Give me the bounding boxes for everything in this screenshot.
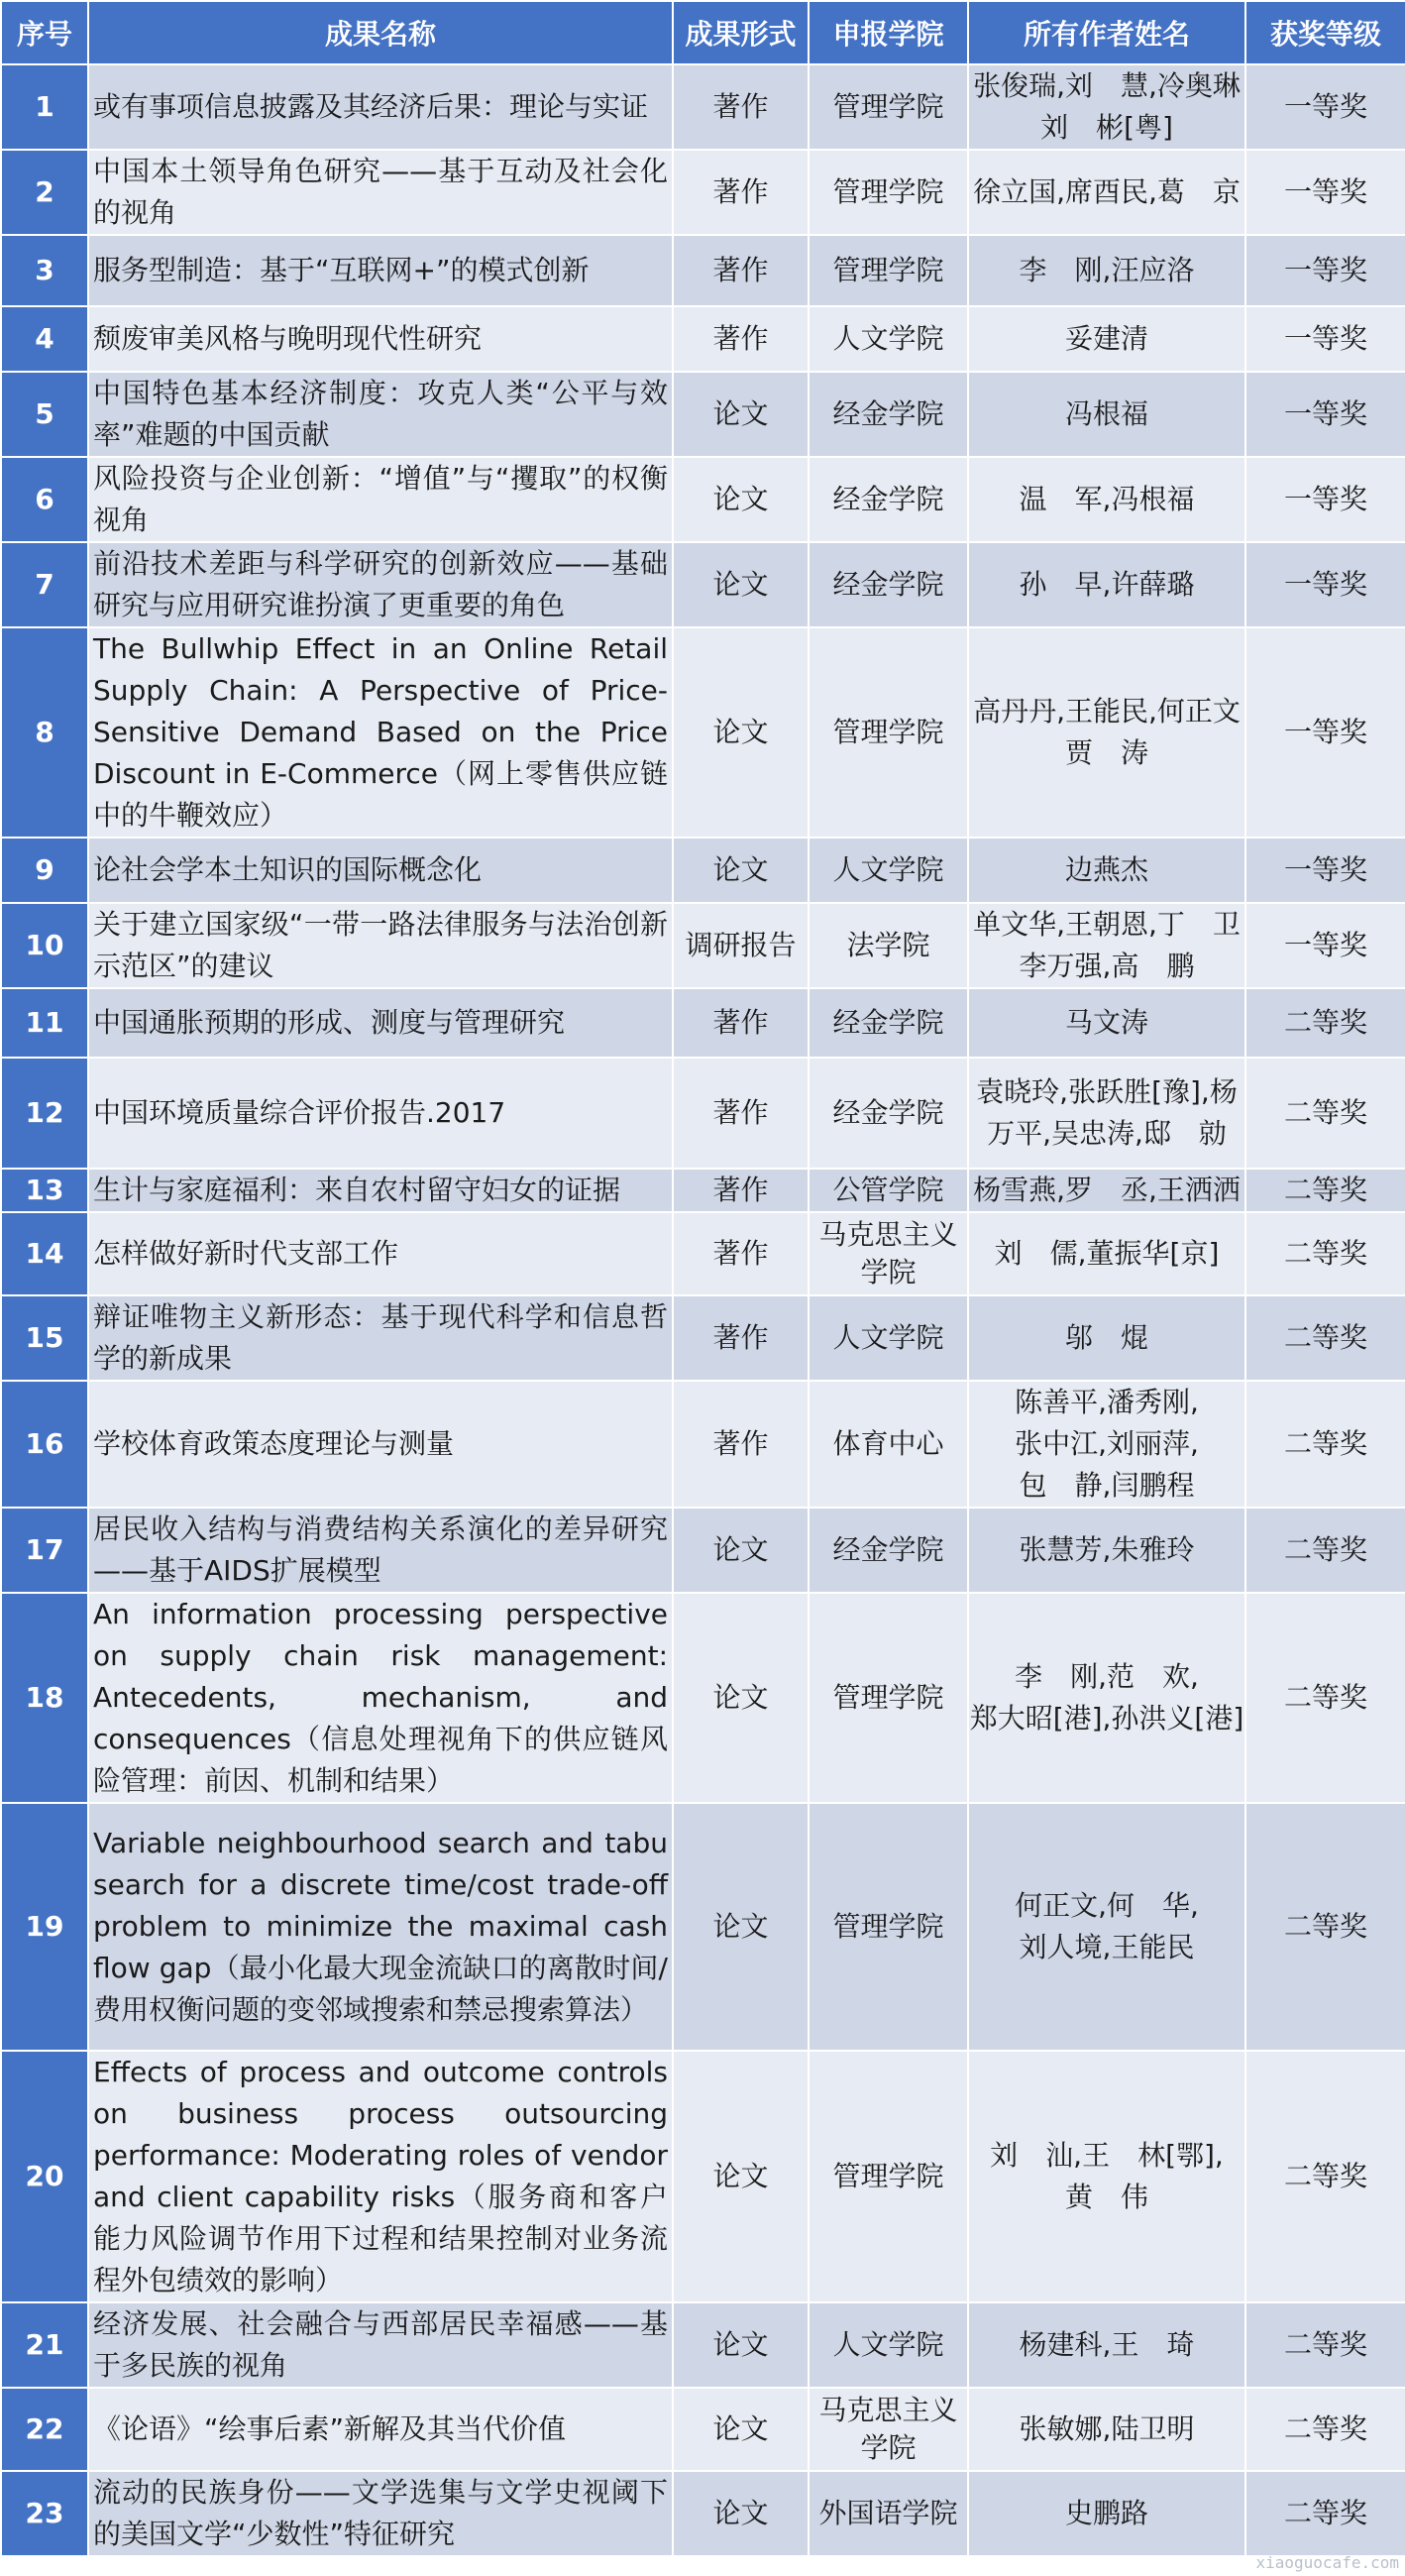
row-level: 一等奖 bbox=[1245, 903, 1405, 988]
row-number: 22 bbox=[1, 2388, 88, 2471]
table-row bbox=[1, 2388, 1405, 2471]
row-title: 中国特色基本经济制度：攻克人类“公平与效率”难题的中国贡献 bbox=[88, 372, 673, 457]
row-level: 一等奖 bbox=[1245, 838, 1405, 903]
row-form: 著作 bbox=[673, 150, 809, 235]
row-college: 马克思主义学院 bbox=[809, 1212, 968, 1295]
row-title: 颓废审美风格与晚明现代性研究 bbox=[88, 306, 673, 372]
row-title: The Bullwhip Effect in an Online Retail Supply Chain: A Perspective of Price-Sensitive Demand Based on the Price Discount in E-Commerce（网上零售供应链中的牛鞭效应） bbox=[88, 627, 673, 838]
row-form: 论文 bbox=[673, 1803, 809, 2051]
row-title: 中国环境质量综合评价报告.2017 bbox=[88, 1058, 673, 1169]
row-college: 管理学院 bbox=[809, 1803, 968, 2051]
author-line: 贾 涛 bbox=[1064, 736, 1148, 769]
table-row bbox=[1, 1593, 1405, 1803]
row-college: 管理学院 bbox=[809, 235, 968, 306]
row-authors bbox=[968, 542, 1245, 627]
row-title: 前沿技术差距与科学研究的创新效应——基础研究与应用研究谁扮演了更重要的角色 bbox=[88, 542, 673, 627]
row-form: 论文 bbox=[673, 2388, 809, 2471]
author-line: 张俊瑞,刘 慧,冷奥琳 bbox=[973, 69, 1241, 102]
row-number: 23 bbox=[1, 2471, 88, 2556]
row-form: 著作 bbox=[673, 1058, 809, 1169]
row-title: 中国通胀预期的形成、测度与管理研究 bbox=[88, 988, 673, 1058]
row-college: 经金学院 bbox=[809, 988, 968, 1058]
author-line: 张敏娜,陆卫明 bbox=[1019, 2412, 1195, 2445]
row-level: 二等奖 bbox=[1245, 1381, 1405, 1508]
author-line: 刘 汕,王 林[鄂], bbox=[990, 2139, 1224, 2172]
row-number: 6 bbox=[1, 457, 88, 542]
row-college: 人文学院 bbox=[809, 838, 968, 903]
table-row bbox=[1, 1058, 1405, 1169]
row-number: 14 bbox=[1, 1212, 88, 1295]
row-form: 论文 bbox=[673, 2051, 809, 2302]
row-college: 外国语学院 bbox=[809, 2471, 968, 2556]
author-line: 边燕杰 bbox=[1064, 853, 1148, 886]
row-authors bbox=[968, 1169, 1245, 1212]
author-line: 何正文,何 华, bbox=[1015, 1889, 1199, 1922]
table-body bbox=[1, 64, 1405, 2556]
row-level: 二等奖 bbox=[1245, 1169, 1405, 1212]
row-college: 法学院 bbox=[809, 903, 968, 988]
row-college: 管理学院 bbox=[809, 150, 968, 235]
table-row bbox=[1, 2471, 1405, 2556]
author-line: 万平,吴忠涛,邸 勍 bbox=[987, 1117, 1227, 1150]
row-authors bbox=[968, 150, 1245, 235]
row-college: 管理学院 bbox=[809, 627, 968, 838]
row-level: 二等奖 bbox=[1245, 2302, 1405, 2388]
author-line: 李万强,高 鹏 bbox=[1019, 950, 1195, 982]
row-number: 10 bbox=[1, 903, 88, 988]
row-form: 论文 bbox=[673, 1593, 809, 1803]
row-title: 怎样做好新时代支部工作 bbox=[88, 1212, 673, 1295]
row-level: 一等奖 bbox=[1245, 150, 1405, 235]
row-number: 4 bbox=[1, 306, 88, 372]
row-authors bbox=[968, 2388, 1245, 2471]
row-title: Effects of process and outcome controls on business process outsourcing performance: Moderating roles of vendor and client capability risks（服务商和客户能力风险调节作用下过程和结果控制对业务流程外包绩效的影响） bbox=[88, 2051, 673, 2302]
author-line: 单文华,王朝恩,丁 卫 bbox=[973, 908, 1241, 941]
row-authors bbox=[968, 1295, 1245, 1381]
table-header-row bbox=[1, 1, 1405, 64]
author-line: 刘 儒,董振华[京] bbox=[994, 1237, 1220, 1270]
row-level: 二等奖 bbox=[1245, 1212, 1405, 1295]
table-row bbox=[1, 2302, 1405, 2388]
author-line: 刘 彬[粤] bbox=[1040, 111, 1173, 144]
row-number: 1 bbox=[1, 64, 88, 150]
row-title: An information processing perspective on supply chain risk management: Antecedents, mechanism, and consequences（信息处理视角下的供应链风险管理：前因、机制和结果） bbox=[88, 1593, 673, 1803]
row-level: 二等奖 bbox=[1245, 1058, 1405, 1169]
row-level: 一等奖 bbox=[1245, 627, 1405, 838]
row-level: 一等奖 bbox=[1245, 64, 1405, 150]
row-title: 服务型制造：基于“互联网+”的模式创新 bbox=[88, 235, 673, 306]
author-line: 袁晓玲,张跃胜[豫],杨 bbox=[976, 1075, 1238, 1108]
table-row bbox=[1, 627, 1405, 838]
header-authors: 所有作者姓名 bbox=[968, 1, 1245, 64]
row-level: 一等奖 bbox=[1245, 542, 1405, 627]
row-level: 二等奖 bbox=[1245, 1593, 1405, 1803]
row-number: 7 bbox=[1, 542, 88, 627]
row-form: 著作 bbox=[673, 64, 809, 150]
row-college: 体育中心 bbox=[809, 1381, 968, 1508]
table-row bbox=[1, 1212, 1405, 1295]
author-line: 黄 伟 bbox=[1064, 2181, 1148, 2213]
row-college: 经金学院 bbox=[809, 1058, 968, 1169]
row-college: 经金学院 bbox=[809, 457, 968, 542]
row-title: Variable neighbourhood search and tabu search for a discrete time/cost trade-off problem to minimize the maximal cash flow gap（最小化最大现金流缺口的离散时间/费用权衡问题的变邻域搜索和禁忌搜索算法） bbox=[88, 1803, 673, 2051]
row-number: 15 bbox=[1, 1295, 88, 1381]
row-title: 学校体育政策态度理论与测量 bbox=[88, 1381, 673, 1508]
row-level: 二等奖 bbox=[1245, 988, 1405, 1058]
row-form: 论文 bbox=[673, 2471, 809, 2556]
author-line: 孙 早,许薛璐 bbox=[1019, 568, 1195, 601]
table-row bbox=[1, 1508, 1405, 1593]
author-line: 妥建清 bbox=[1064, 322, 1148, 355]
table-row bbox=[1, 306, 1405, 372]
row-form: 著作 bbox=[673, 306, 809, 372]
row-level: 二等奖 bbox=[1245, 2388, 1405, 2471]
row-level: 一等奖 bbox=[1245, 235, 1405, 306]
row-authors bbox=[968, 64, 1245, 150]
row-authors bbox=[968, 1803, 1245, 2051]
row-form: 论文 bbox=[673, 627, 809, 838]
row-authors bbox=[968, 838, 1245, 903]
table-row bbox=[1, 1381, 1405, 1508]
row-title: 中国本土领导角色研究——基于互动及社会化的视角 bbox=[88, 150, 673, 235]
author-line: 徐立国,席酉民,葛 京 bbox=[973, 175, 1241, 208]
author-line: 冯根福 bbox=[1064, 397, 1148, 430]
row-form: 著作 bbox=[673, 235, 809, 306]
header-level: 获奖等级 bbox=[1245, 1, 1405, 64]
author-line: 高丹丹,王能民,何正文 bbox=[973, 695, 1241, 728]
row-number: 9 bbox=[1, 838, 88, 903]
author-line: 马文涛 bbox=[1064, 1006, 1148, 1039]
row-authors bbox=[968, 1508, 1245, 1593]
row-number: 16 bbox=[1, 1381, 88, 1508]
row-number: 13 bbox=[1, 1169, 88, 1212]
table-row bbox=[1, 64, 1405, 150]
header-college: 申报学院 bbox=[809, 1, 968, 64]
author-line: 杨雪燕,罗 丞,王洒洒 bbox=[973, 1174, 1241, 1206]
row-college: 公管学院 bbox=[809, 1169, 968, 1212]
table-row bbox=[1, 903, 1405, 988]
row-college: 人文学院 bbox=[809, 2302, 968, 2388]
row-level: 二等奖 bbox=[1245, 1295, 1405, 1381]
row-form: 论文 bbox=[673, 1508, 809, 1593]
author-line: 史鹏路 bbox=[1064, 2497, 1148, 2529]
row-form: 著作 bbox=[673, 1212, 809, 1295]
author-line: 包 静,闫鹏程 bbox=[1019, 1469, 1195, 1502]
row-title: 辩证唯物主义新形态：基于现代科学和信息哲学的新成果 bbox=[88, 1295, 673, 1381]
row-college: 管理学院 bbox=[809, 1593, 968, 1803]
row-authors bbox=[968, 2051, 1245, 2302]
watermark: xiaoguocafe.com bbox=[1255, 2553, 1399, 2572]
table-row bbox=[1, 542, 1405, 627]
row-title: 或有事项信息披露及其经济后果：理论与实证 bbox=[88, 64, 673, 150]
row-authors bbox=[968, 1381, 1245, 1508]
row-authors bbox=[968, 235, 1245, 306]
table-row bbox=[1, 457, 1405, 542]
author-line: 刘人境,王能民 bbox=[1019, 1931, 1195, 1963]
row-number: 18 bbox=[1, 1593, 88, 1803]
row-number: 20 bbox=[1, 2051, 88, 2302]
row-form: 论文 bbox=[673, 457, 809, 542]
row-number: 11 bbox=[1, 988, 88, 1058]
row-level: 一等奖 bbox=[1245, 457, 1405, 542]
row-number: 21 bbox=[1, 2302, 88, 2388]
row-college: 管理学院 bbox=[809, 64, 968, 150]
row-authors bbox=[968, 1058, 1245, 1169]
table-row bbox=[1, 1803, 1405, 2051]
row-number: 5 bbox=[1, 372, 88, 457]
row-title: 生计与家庭福利：来自农村留守妇女的证据 bbox=[88, 1169, 673, 1212]
row-college: 人文学院 bbox=[809, 1295, 968, 1381]
header-no: 序号 bbox=[1, 1, 88, 64]
row-title: 《论语》“绘事后素”新解及其当代价值 bbox=[88, 2388, 673, 2471]
author-line: 郑大昭[港],孙洪义[港] bbox=[969, 1702, 1244, 1735]
author-line: 张中江,刘丽萍, bbox=[1015, 1427, 1199, 1460]
row-authors bbox=[968, 457, 1245, 542]
row-form: 著作 bbox=[673, 1381, 809, 1508]
row-level: 二等奖 bbox=[1245, 1803, 1405, 2051]
header-form: 成果形式 bbox=[673, 1, 809, 64]
table-row bbox=[1, 1295, 1405, 1381]
row-form: 著作 bbox=[673, 1295, 809, 1381]
row-title: 居民收入结构与消费结构关系演化的差异研究——基于AIDS扩展模型 bbox=[88, 1508, 673, 1593]
row-title: 经济发展、社会融合与西部居民幸福感——基于多民族的视角 bbox=[88, 2302, 673, 2388]
author-line: 杨建科,王 琦 bbox=[1019, 2328, 1195, 2361]
row-authors bbox=[968, 372, 1245, 457]
row-number: 12 bbox=[1, 1058, 88, 1169]
table-row bbox=[1, 838, 1405, 903]
row-form: 论文 bbox=[673, 838, 809, 903]
row-college: 经金学院 bbox=[809, 1508, 968, 1593]
row-title: 流动的民族身份——文学选集与文学史视阈下的美国文学“少数性”特征研究 bbox=[88, 2471, 673, 2556]
row-college: 人文学院 bbox=[809, 306, 968, 372]
row-title: 风险投资与企业创新：“增值”与“攫取”的权衡视角 bbox=[88, 457, 673, 542]
row-authors bbox=[968, 306, 1245, 372]
row-number: 19 bbox=[1, 1803, 88, 2051]
row-authors bbox=[968, 1212, 1245, 1295]
table-row bbox=[1, 2051, 1405, 2302]
table-row bbox=[1, 1169, 1405, 1212]
table-row bbox=[1, 150, 1405, 235]
row-form: 论文 bbox=[673, 2302, 809, 2388]
row-form: 著作 bbox=[673, 988, 809, 1058]
row-form: 调研报告 bbox=[673, 903, 809, 988]
author-line: 张慧芳,朱雅玲 bbox=[1019, 1533, 1195, 1566]
table-row bbox=[1, 372, 1405, 457]
row-college: 马克思主义学院 bbox=[809, 2388, 968, 2471]
row-authors bbox=[968, 2302, 1245, 2388]
author-line: 李 刚,范 欢, bbox=[1015, 1660, 1199, 1693]
row-form: 著作 bbox=[673, 1169, 809, 1212]
row-level: 一等奖 bbox=[1245, 372, 1405, 457]
row-college: 管理学院 bbox=[809, 2051, 968, 2302]
row-college: 经金学院 bbox=[809, 542, 968, 627]
row-level: 二等奖 bbox=[1245, 2051, 1405, 2302]
row-form: 论文 bbox=[673, 542, 809, 627]
author-line: 陈善平,潘秀刚, bbox=[1015, 1386, 1199, 1418]
row-level: 二等奖 bbox=[1245, 2471, 1405, 2556]
row-number: 3 bbox=[1, 235, 88, 306]
table-row bbox=[1, 235, 1405, 306]
row-level: 二等奖 bbox=[1245, 1508, 1405, 1593]
author-line: 温 军,冯根福 bbox=[1019, 483, 1195, 515]
author-line: 李 刚,汪应洛 bbox=[1019, 254, 1195, 286]
row-number: 2 bbox=[1, 150, 88, 235]
row-title: 关于建立国家级“一带一路法律服务与法治创新示范区”的建议 bbox=[88, 903, 673, 988]
row-authors bbox=[968, 903, 1245, 988]
author-line: 邬 焜 bbox=[1064, 1321, 1148, 1354]
row-authors bbox=[968, 1593, 1245, 1803]
row-title: 论社会学本土知识的国际概念化 bbox=[88, 838, 673, 903]
row-form: 论文 bbox=[673, 372, 809, 457]
row-level: 一等奖 bbox=[1245, 306, 1405, 372]
row-authors bbox=[968, 2471, 1245, 2556]
header-title: 成果名称 bbox=[88, 1, 673, 64]
row-college: 经金学院 bbox=[809, 372, 968, 457]
row-number: 17 bbox=[1, 1508, 88, 1593]
table-row bbox=[1, 988, 1405, 1058]
row-authors bbox=[968, 627, 1245, 838]
row-number: 8 bbox=[1, 627, 88, 838]
row-authors bbox=[968, 988, 1245, 1058]
